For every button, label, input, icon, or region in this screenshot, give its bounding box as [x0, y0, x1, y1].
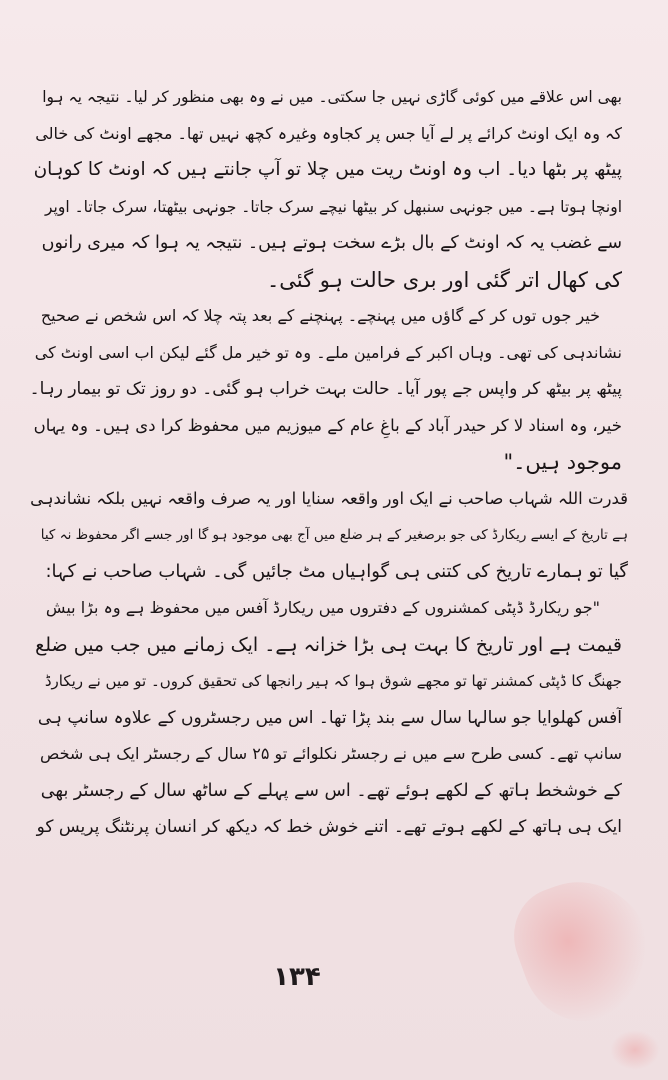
paragraph-start-line: قدرت اللہ شہاب صاحب نے ایک اور واقعہ سنایا اور یہ صرف واقعہ نہیں بلکہ نشاندہی — [30, 488, 628, 508]
body-text — [30, 82, 628, 849]
text-line: کہ وہ ایک اونٹ کرائے پر لے آیا جس پر کجاوہ وغیرہ کچھ نہیں تھا۔ مجھے اونٹ کی خالی — [35, 123, 622, 143]
text-line: کے خوشخط ہاتھ کے لکھے ہوئے تھے۔ اس سے پہلے کے ساٹھ سال کے رجسٹر بھی — [40, 780, 622, 801]
text-line: خیر، وہ اسناد لا کر حیدر آباد کے باغِ عام کے میوزیم میں محفوظ کرا دی ہیں۔ وہ یہاں — [33, 415, 622, 435]
text-line: قیمت ہے اور تاریخ کا بہت ہی بڑا خزانہ ہے۔ ایک زمانے میں جب میں ضلع — [35, 633, 622, 656]
quote-start-line: "جو ریکارڈ ڈپٹی کمشنروں کے دفتروں میں ریکارڈ آفس میں محفوظ ہے وہ بڑا بیش — [45, 598, 600, 617]
text-line: موجود ہیں۔" — [503, 450, 622, 474]
text-line: سے غضب یہ کہ اونٹ کے بال بڑے سخت ہوتے ہیں۔ نتیجہ یہ ہوا کہ میری رانوں — [41, 233, 622, 253]
text-line: آفس کھلوایا جو سالہا سال سے بند پڑا تھا۔ اس میں رجسٹروں کے علاوہ سانپ ہی — [37, 707, 622, 728]
text-line: اونچا ہوتا ہے۔ میں جونہی سنبھل کر بیٹھا نیچے سرک جاتا۔ جونہی بیٹھتا، سرک جاتا۔ اوپر — [44, 197, 622, 216]
text-line: گیا تو ہمارے تاریخ کی کتنی ہی گواہیاں مٹ جائیں گی۔ شہاب صاحب نے کہا: — [45, 560, 628, 582]
paper-stain — [500, 862, 668, 1038]
text-line: پیٹھ پر بیٹھ کر واپس جے پور آیا۔ حالت بہت خراب ہو گئی۔ دو روز تک تو بیمار رہا۔ — [30, 379, 622, 399]
text-line: جھنگ کا ڈپٹی کمشنر تھا تو مجھے شوق ہوا کہ ہیر رانجھا کی تحقیق کروں۔ تو میں نے ریکارڈ — [44, 672, 622, 690]
text-line: سانپ تھے۔ کسی طرح سے میں نے رجسٹر نکلوائے تو ۲۵ سال کے رجسٹر ایک ہی شخص — [40, 744, 622, 763]
paper-stain — [610, 1030, 660, 1070]
text-line: نشاندہی کی تھی۔ وہاں اکبر کے فرامین ملے۔ وہ تو خیر مل گئے لیکن اب اسی اونٹ کی — [34, 342, 622, 362]
text-line: ہے تاریخ کے ایسے ریکارڈ کی جو برصغیر کے ہر ضلع میں آج بھی موجود ہو گا اور جسے اگر محفوظ نہ کیا — [40, 527, 628, 543]
text-line: بھی اس علاقے میں کوئی گاڑی نہیں جا سکتی۔ میں نے وہ بھی منظور کر لیا۔ نتیجہ یہ ہوا — [42, 88, 622, 106]
text-line: ایک ہی ہاتھ کے لکھے ہوتے تھے۔ اتنے خوش خط کہ دیکھ کر انسان پرنٹنگ پریس کو — [36, 817, 622, 837]
paragraph-start-line: خیر جوں توں کر کے گاؤں میں پہنچے۔ پہنچنے کے بعد پتہ چلا کہ اس شخص نے صحیح — [40, 306, 600, 325]
text-line: پیٹھ پر بٹھا دیا۔ اب وہ اونٹ ریت میں چلا تو آپ جانتے ہیں کہ اونٹ کا کوہان — [33, 159, 622, 180]
page-number: ۱۳۴ — [273, 962, 321, 992]
text-line: کی کھال اتر گئی اور بری حالت ہو گئی۔ — [266, 267, 622, 292]
